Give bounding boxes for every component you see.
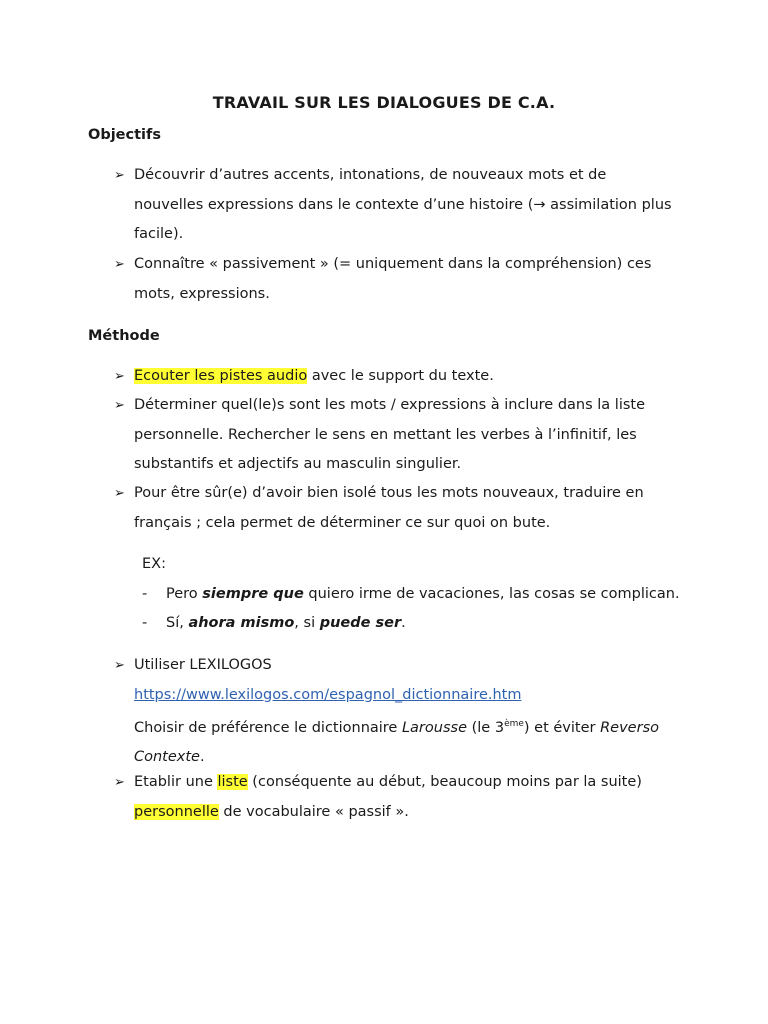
document-title: TRAVAIL SUR LES DIALOGUES DE C.A.	[212, 93, 556, 112]
highlighted-text: Ecouter les pistes audio	[134, 368, 308, 384]
arrowhead-bullet-icon: ➢	[114, 775, 125, 790]
example-line-1: - Pero siempre que quiero irme de vacaciones, las cosas se complican.	[142, 586, 680, 602]
arrowhead-bullet-icon: ➢	[114, 369, 125, 384]
objectif-item-2: ➢ Connaître « passivement » (= uniquement dans la compréhension) ces mots, expressions.	[114, 250, 684, 309]
example-line-2: - Sí, ahora mismo, si puede ser.	[142, 615, 406, 631]
arrowhead-bullet-icon: ➢	[114, 486, 125, 501]
objectif-item-1: ➢ Découvrir d’autres accents, intonations, de nouveaux mots et de nouvelles expressions dans le contexte d’une histoire (→ assimilation plus facile).	[114, 161, 684, 250]
methode-item-3: ➢ Pour être sûr(e) d’avoir bien isolé tous les mots nouveaux, traduire en français ; cela permet de déterminer ce sur quoi on bute.	[114, 479, 684, 538]
methode-item-2: ➢ Déterminer quel(le)s sont les mots / expressions à inclure dans la liste personnelle. Rechercher le sens en mettant les verbes à l’infinitif, les substantifs et adjectifs au masculin singulier.	[114, 391, 684, 480]
heading-methode: Méthode	[88, 328, 160, 344]
methode-item-1: ➢ Ecouter les pistes audio avec le support du texte.	[114, 362, 684, 392]
highlighted-text: liste	[217, 774, 248, 790]
lexilogos-link[interactable]: https://www.lexilogos.com/espagnol_dictionnaire.htm	[134, 686, 522, 703]
arrowhead-bullet-icon: ➢	[114, 398, 125, 413]
methode-item-5: ➢ Etablir une liste (conséquente au début, beaucoup moins par la suite) personnelle de vocabulaire « passif ».	[114, 768, 684, 827]
arrowhead-bullet-icon: ➢	[114, 658, 125, 673]
example-label: EX:	[142, 556, 166, 572]
heading-objectifs: Objectifs	[88, 127, 161, 143]
arrowhead-bullet-icon: ➢	[114, 168, 125, 183]
arrowhead-bullet-icon: ➢	[114, 257, 125, 272]
highlighted-text: personnelle	[134, 803, 219, 820]
methode-item-4: ➢ Utiliser LEXILOGOS https://www.lexilogos.com/espagnol_dictionnaire.htm Choisir de préférence le dictionnaire Larousse (le 3ème) et éviter Reverso Contexte.	[114, 651, 684, 773]
